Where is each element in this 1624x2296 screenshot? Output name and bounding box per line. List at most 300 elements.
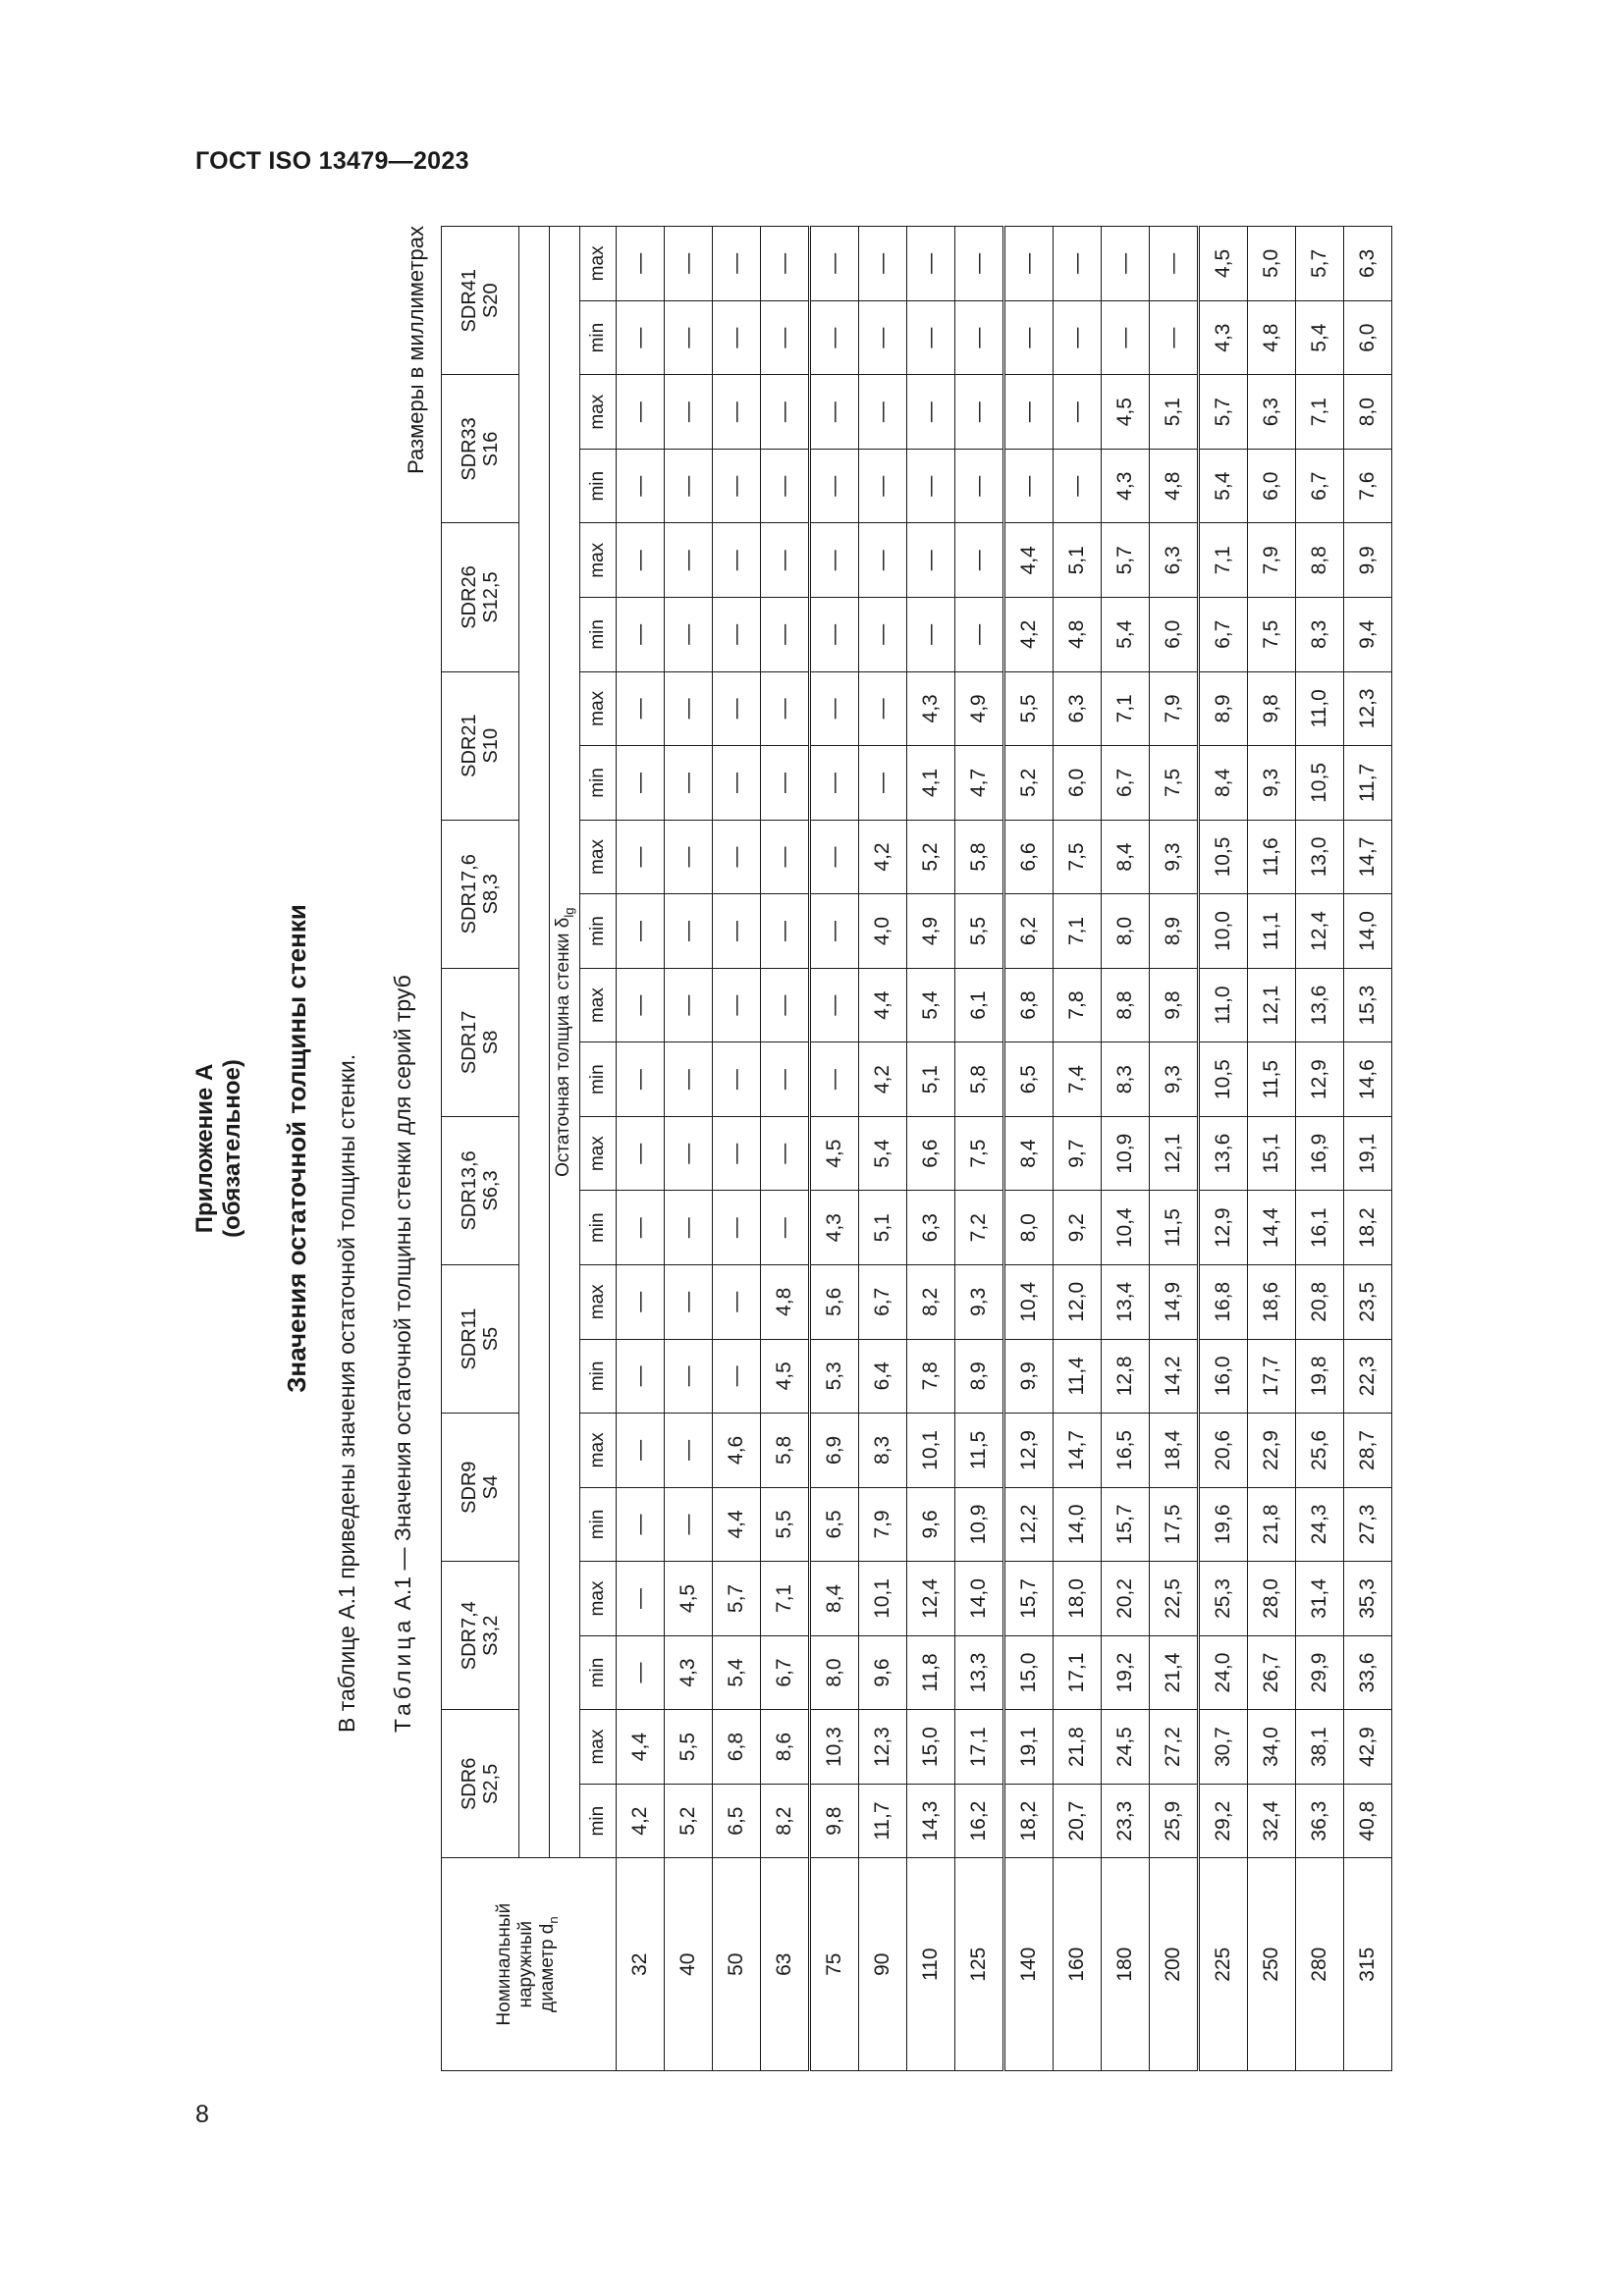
min-value-cell: 12,2 xyxy=(1004,1487,1054,1562)
min-value-cell: 5,4 xyxy=(1199,449,1248,523)
min-value-cell: 7,4 xyxy=(1054,1042,1102,1117)
min-value-cell: 4,2 xyxy=(859,1042,907,1117)
series-s: S2,5 xyxy=(480,1763,502,1804)
diameter-cell: 280 xyxy=(1296,1858,1344,2071)
min-value-cell: 4,1 xyxy=(907,746,955,821)
max-value-cell: 5,1 xyxy=(1150,375,1199,450)
min-value-cell: 12,8 xyxy=(1102,1339,1150,1414)
min-value-cell: 4,5 xyxy=(761,1339,810,1414)
min-value-cell: 6,0 xyxy=(1344,300,1392,375)
diameter-cell: 50 xyxy=(713,1858,761,2071)
table-caption-text: А.1 — Значения остаточной толщины стенки для серий труб xyxy=(390,975,415,1611)
min-value-cell: — xyxy=(665,1339,713,1414)
series-header xyxy=(442,820,519,968)
min-value-cell: — xyxy=(617,746,665,821)
min-header: min xyxy=(580,894,617,969)
min-value-cell: 4,3 xyxy=(810,1191,859,1265)
max-value-cell: 6,6 xyxy=(1004,820,1054,894)
max-value-cell: 6,3 xyxy=(1344,227,1392,301)
min-value-cell: 4,3 xyxy=(1199,300,1248,375)
min-header: min xyxy=(580,598,617,672)
max-value-cell: — xyxy=(665,968,713,1042)
max-value-cell: 30,7 xyxy=(1199,1710,1248,1785)
max-value-cell: 25,6 xyxy=(1296,1414,1344,1488)
series-header xyxy=(442,671,519,820)
max-value-cell: 17,1 xyxy=(955,1710,1004,1785)
min-header: min xyxy=(580,1487,617,1562)
diameter-cell: 200 xyxy=(1150,1858,1199,2071)
max-value-cell: 5,7 xyxy=(1199,375,1248,450)
max-value-cell: 5,7 xyxy=(1296,227,1344,301)
min-value-cell: 8,3 xyxy=(1102,1042,1150,1117)
min-value-cell: 8,4 xyxy=(1199,746,1248,821)
min-value-cell: — xyxy=(761,746,810,821)
diameter-cell: 140 xyxy=(1004,1858,1054,2071)
min-value-cell: 14,0 xyxy=(1054,1487,1102,1562)
diameter-cell: 75 xyxy=(810,1858,859,2071)
min-value-cell: — xyxy=(617,894,665,969)
max-value-cell: 9,7 xyxy=(1054,1116,1102,1191)
min-header: min xyxy=(580,1042,617,1117)
min-value-cell: — xyxy=(810,1042,859,1117)
min-value-cell: — xyxy=(761,894,810,969)
table-row xyxy=(617,227,665,2071)
max-value-cell: 22,5 xyxy=(1150,1562,1199,1636)
min-value-cell: — xyxy=(1102,300,1150,375)
max-value-cell: 23,5 xyxy=(1344,1265,1392,1340)
max-value-cell: 14,0 xyxy=(955,1562,1004,1636)
min-value-cell: 6,7 xyxy=(761,1635,810,1710)
max-value-cell: 22,9 xyxy=(1248,1414,1296,1488)
table-row xyxy=(1344,227,1392,2071)
max-value-cell: 9,9 xyxy=(1344,523,1392,598)
max-value-cell: 8,6 xyxy=(761,1710,810,1785)
series-sdr: SDR17,6 xyxy=(459,854,480,934)
max-value-cell: 28,7 xyxy=(1344,1414,1392,1488)
table-row xyxy=(1054,227,1102,2071)
max-value-cell: 31,4 xyxy=(1296,1562,1344,1636)
max-header: max xyxy=(580,1116,617,1191)
min-value-cell: — xyxy=(1004,300,1054,375)
series-s: S8 xyxy=(480,1030,502,1055)
min-value-cell: — xyxy=(761,598,810,672)
min-value-cell: — xyxy=(810,746,859,821)
max-header: max xyxy=(580,820,617,894)
min-value-cell: 19,2 xyxy=(1102,1635,1150,1710)
min-header: min xyxy=(580,746,617,821)
max-value-cell: 38,1 xyxy=(1296,1710,1344,1785)
diameter-cell: 250 xyxy=(1248,1858,1296,2071)
min-value-cell: 5,4 xyxy=(713,1635,761,1710)
min-value-cell: — xyxy=(1004,449,1054,523)
max-value-cell: — xyxy=(665,671,713,746)
series-s: S20 xyxy=(480,283,502,318)
max-value-cell: 19,1 xyxy=(1344,1116,1392,1191)
max-value-cell: 13,0 xyxy=(1296,820,1344,894)
min-value-cell: 18,2 xyxy=(1344,1191,1392,1265)
header-row-blank xyxy=(519,227,550,2071)
table-row xyxy=(955,227,1004,2071)
max-value-cell: — xyxy=(713,523,761,598)
min-value-cell: 15,0 xyxy=(1004,1635,1054,1710)
max-header: max xyxy=(580,1562,617,1636)
series-sdr: SDR6 xyxy=(459,1757,480,1811)
max-value-cell: 8,4 xyxy=(810,1562,859,1636)
min-value-cell: 6,5 xyxy=(810,1487,859,1562)
rotated-content xyxy=(191,226,1429,2071)
min-value-cell: 26,7 xyxy=(1248,1635,1296,1710)
min-header: min xyxy=(580,1784,617,1858)
max-value-cell: 18,0 xyxy=(1054,1562,1102,1636)
min-value-cell: — xyxy=(665,1487,713,1562)
min-value-cell: — xyxy=(665,894,713,969)
min-value-cell: 6,0 xyxy=(1054,746,1102,821)
max-value-cell: 12,9 xyxy=(1004,1414,1054,1488)
max-value-cell: — xyxy=(761,820,810,894)
max-value-cell: 12,1 xyxy=(1248,968,1296,1042)
series-sdr: SDR26 xyxy=(459,565,480,629)
min-value-cell: 9,2 xyxy=(1054,1191,1102,1265)
series-header xyxy=(442,1562,519,1710)
diameter-cell: 160 xyxy=(1054,1858,1102,2071)
min-value-cell: 29,2 xyxy=(1199,1784,1248,1858)
max-value-cell: 4,8 xyxy=(761,1265,810,1340)
min-value-cell: 25,9 xyxy=(1150,1784,1199,1858)
min-value-cell: — xyxy=(617,1635,665,1710)
header-row-minmax xyxy=(580,227,617,2071)
max-value-cell: 13,6 xyxy=(1296,968,1344,1042)
max-value-cell: 4,2 xyxy=(859,820,907,894)
min-value-cell: 11,1 xyxy=(1248,894,1296,969)
min-value-cell: 14,3 xyxy=(907,1784,955,1858)
appendix-title: Приложение А xyxy=(191,1063,218,1234)
min-value-cell: 13,3 xyxy=(955,1635,1004,1710)
max-value-cell: — xyxy=(907,375,955,450)
min-value-cell: — xyxy=(713,1339,761,1414)
min-header: min xyxy=(580,300,617,375)
max-value-cell: 15,7 xyxy=(1004,1562,1054,1636)
min-value-cell: 4,7 xyxy=(955,746,1004,821)
max-value-cell: 42,9 xyxy=(1344,1710,1392,1785)
max-value-cell: 4,5 xyxy=(1199,227,1248,301)
min-value-cell: 5,4 xyxy=(1102,598,1150,672)
min-value-cell: — xyxy=(761,300,810,375)
min-value-cell: 6,5 xyxy=(1004,1042,1054,1117)
max-value-cell: — xyxy=(1004,227,1054,301)
max-value-cell: 10,9 xyxy=(1102,1116,1150,1191)
min-value-cell: 19,8 xyxy=(1296,1339,1344,1414)
max-value-cell: 20,2 xyxy=(1102,1562,1150,1636)
max-value-cell: 34,0 xyxy=(1248,1710,1296,1785)
max-value-cell: — xyxy=(810,820,859,894)
min-value-cell: — xyxy=(617,449,665,523)
diameter-header xyxy=(442,1858,617,2071)
max-value-cell: 35,3 xyxy=(1344,1562,1392,1636)
max-value-cell: — xyxy=(713,227,761,301)
max-value-cell: — xyxy=(761,671,810,746)
min-value-cell: — xyxy=(810,300,859,375)
max-value-cell: — xyxy=(665,227,713,301)
min-value-cell: 10,5 xyxy=(1199,1042,1248,1117)
series-s: S3,2 xyxy=(480,1615,502,1656)
min-value-cell: — xyxy=(617,1339,665,1414)
min-value-cell: 36,3 xyxy=(1296,1784,1344,1858)
min-value-cell: 5,5 xyxy=(761,1487,810,1562)
min-value-cell: 14,2 xyxy=(1150,1339,1199,1414)
min-value-cell: 4,2 xyxy=(617,1784,665,1858)
min-value-cell: 7,5 xyxy=(1248,598,1296,672)
min-value-cell: 11,5 xyxy=(1248,1042,1296,1117)
residual-thickness-table xyxy=(441,226,1392,2071)
appendix-type: (обязательное) xyxy=(219,1059,245,1238)
max-value-cell: — xyxy=(859,671,907,746)
max-value-cell: 4,4 xyxy=(1004,523,1054,598)
max-value-cell: 14,9 xyxy=(1150,1265,1199,1340)
max-value-cell: 15,1 xyxy=(1248,1116,1296,1191)
min-value-cell: 12,9 xyxy=(1296,1042,1344,1117)
diameter-cell: 40 xyxy=(665,1858,713,2071)
min-value-cell: 6,0 xyxy=(1248,449,1296,523)
max-value-cell: 25,3 xyxy=(1199,1562,1248,1636)
max-value-cell: — xyxy=(617,1414,665,1488)
max-value-cell: — xyxy=(665,1414,713,1488)
max-value-cell: 5,4 xyxy=(859,1116,907,1191)
min-value-cell: 5,8 xyxy=(955,1042,1004,1117)
max-value-cell: 4,4 xyxy=(617,1710,665,1785)
min-value-cell: 18,2 xyxy=(1004,1784,1054,1858)
table-row xyxy=(907,227,955,2071)
max-value-cell: 7,5 xyxy=(1054,820,1102,894)
residual-thickness-header: Остаточная толщина стенки $\delta_{lg}$ xyxy=(550,227,580,1858)
max-value-cell: 7,1 xyxy=(1296,375,1344,450)
max-header: max xyxy=(580,1265,617,1340)
max-value-cell: 11,5 xyxy=(955,1414,1004,1488)
max-value-cell: 12,1 xyxy=(1150,1116,1199,1191)
appendix-heading xyxy=(191,226,246,2071)
min-value-cell: — xyxy=(713,1042,761,1117)
diameter-cell: 225 xyxy=(1199,1858,1248,2071)
table-row xyxy=(1102,227,1150,2071)
min-header: min xyxy=(580,1191,617,1265)
max-value-cell: — xyxy=(665,523,713,598)
min-value-cell: — xyxy=(859,598,907,672)
min-value-cell: — xyxy=(810,894,859,969)
min-value-cell: — xyxy=(1054,449,1102,523)
series-header xyxy=(442,1414,519,1562)
max-value-cell: 11,0 xyxy=(1296,671,1344,746)
min-value-cell: 8,0 xyxy=(1102,894,1150,969)
max-value-cell: — xyxy=(955,375,1004,450)
min-value-cell: — xyxy=(907,598,955,672)
max-value-cell: 7,9 xyxy=(1248,523,1296,598)
table-row xyxy=(1004,227,1054,2071)
series-s: S8,3 xyxy=(480,874,502,915)
series-sdr: SDR21 xyxy=(459,714,480,777)
min-value-cell: 14,6 xyxy=(1344,1042,1392,1117)
table-row xyxy=(1248,227,1296,2071)
series-sdr: SDR11 xyxy=(459,1308,480,1370)
max-value-cell: — xyxy=(955,523,1004,598)
min-value-cell: 7,8 xyxy=(907,1339,955,1414)
series-sdr: SDR41 xyxy=(459,268,480,333)
max-value-cell: — xyxy=(617,375,665,450)
max-header: max xyxy=(580,1710,617,1785)
max-value-cell: 7,8 xyxy=(1054,968,1102,1042)
min-header: min xyxy=(580,449,617,523)
max-value-cell: 6,3 xyxy=(1150,523,1199,598)
max-value-cell: — xyxy=(617,671,665,746)
min-value-cell: — xyxy=(617,1042,665,1117)
max-value-cell: — xyxy=(617,820,665,894)
min-value-cell: 8,2 xyxy=(761,1784,810,1858)
series-header xyxy=(442,1710,519,1858)
min-value-cell: 14,0 xyxy=(1344,894,1392,969)
page-number: 8 xyxy=(195,2101,209,2128)
max-value-cell: — xyxy=(617,1116,665,1191)
max-value-cell: — xyxy=(713,1265,761,1340)
max-value-cell: — xyxy=(859,227,907,301)
diameter-header-line: наружный xyxy=(514,1920,536,2008)
min-value-cell: 7,6 xyxy=(1344,449,1392,523)
max-value-cell: 21,8 xyxy=(1054,1710,1102,1785)
max-header: max xyxy=(580,1414,617,1488)
max-value-cell: — xyxy=(1054,227,1102,301)
min-value-cell: — xyxy=(1054,300,1102,375)
max-value-cell: — xyxy=(810,968,859,1042)
diameter-header-subscript: n xyxy=(545,1916,561,1924)
max-value-cell: — xyxy=(1150,227,1199,301)
max-header: max xyxy=(580,671,617,746)
min-value-cell: — xyxy=(665,1042,713,1117)
max-value-cell: 13,4 xyxy=(1102,1265,1150,1340)
min-value-cell: 11,4 xyxy=(1054,1339,1102,1414)
min-value-cell: 9,6 xyxy=(907,1487,955,1562)
max-value-cell: 18,4 xyxy=(1150,1414,1199,1488)
min-value-cell: — xyxy=(665,300,713,375)
max-value-cell: 4,3 xyxy=(907,671,955,746)
max-value-cell: 27,2 xyxy=(1150,1710,1199,1785)
min-value-cell: 10,9 xyxy=(955,1487,1004,1562)
max-value-cell: 7,9 xyxy=(1150,671,1199,746)
max-value-cell: — xyxy=(713,1116,761,1191)
max-value-cell: — xyxy=(1004,375,1054,450)
max-value-cell: — xyxy=(761,968,810,1042)
max-value-cell: 16,9 xyxy=(1296,1116,1344,1191)
min-value-cell: — xyxy=(713,1191,761,1265)
min-value-cell: 9,3 xyxy=(1248,746,1296,821)
min-value-cell: 4,4 xyxy=(713,1487,761,1562)
max-value-cell: 12,3 xyxy=(859,1710,907,1785)
max-value-cell: 5,8 xyxy=(761,1414,810,1488)
min-value-cell: — xyxy=(713,746,761,821)
max-value-cell: — xyxy=(713,968,761,1042)
max-value-cell: 7,1 xyxy=(1102,671,1150,746)
series-sdr: SDR17 xyxy=(459,1010,480,1075)
max-value-cell: — xyxy=(617,1265,665,1340)
max-value-cell: 7,1 xyxy=(1199,523,1248,598)
max-value-cell: — xyxy=(761,227,810,301)
min-value-cell: 9,8 xyxy=(810,1784,859,1858)
min-value-cell: 6,4 xyxy=(859,1339,907,1414)
min-value-cell: 9,9 xyxy=(1004,1339,1054,1414)
diameter-header-line: Номинальный xyxy=(493,1902,514,2026)
max-value-cell: 6,8 xyxy=(713,1710,761,1785)
min-value-cell: 4,8 xyxy=(1248,300,1296,375)
min-value-cell: 11,8 xyxy=(907,1635,955,1710)
series-sdr: SDR7,4 xyxy=(459,1601,480,1671)
diameter-cell: 32 xyxy=(617,1858,665,2071)
diameter-cell: 315 xyxy=(1344,1858,1392,2071)
min-value-cell: 6,0 xyxy=(1150,598,1199,672)
min-value-cell: — xyxy=(907,449,955,523)
max-value-cell: — xyxy=(665,375,713,450)
max-value-cell: 8,9 xyxy=(1199,671,1248,746)
series-s: S6,3 xyxy=(480,1170,502,1211)
max-value-cell: 15,3 xyxy=(1344,968,1392,1042)
series-sdr: SDR33 xyxy=(459,417,480,481)
max-value-cell: — xyxy=(713,671,761,746)
max-value-cell: 5,7 xyxy=(1102,523,1150,598)
max-value-cell: 5,7 xyxy=(713,1562,761,1636)
min-value-cell: 4,2 xyxy=(1004,598,1054,672)
min-value-cell: 11,7 xyxy=(859,1784,907,1858)
max-value-cell: 16,8 xyxy=(1199,1265,1248,1340)
max-value-cell: 10,1 xyxy=(859,1562,907,1636)
series-s: S12,5 xyxy=(480,571,502,623)
min-value-cell: — xyxy=(665,1191,713,1265)
min-value-cell: 16,1 xyxy=(1296,1191,1344,1265)
max-value-cell: — xyxy=(859,523,907,598)
max-value-cell: — xyxy=(761,523,810,598)
min-value-cell: 6,5 xyxy=(713,1784,761,1858)
max-value-cell: — xyxy=(1054,375,1102,450)
min-value-cell: 6,7 xyxy=(1102,746,1150,821)
min-value-cell: 10,5 xyxy=(1296,746,1344,821)
series-header xyxy=(442,1265,519,1414)
table-row xyxy=(713,227,761,2071)
min-value-cell: — xyxy=(955,449,1004,523)
max-value-cell: 16,5 xyxy=(1102,1414,1150,1488)
min-value-cell: 5,1 xyxy=(859,1191,907,1265)
min-value-cell: 7,1 xyxy=(1054,894,1102,969)
min-value-cell: 14,4 xyxy=(1248,1191,1296,1265)
max-value-cell: 7,1 xyxy=(761,1562,810,1636)
max-value-cell: — xyxy=(907,227,955,301)
min-value-cell: — xyxy=(761,1042,810,1117)
min-value-cell: 24,0 xyxy=(1199,1635,1248,1710)
max-value-cell: 9,8 xyxy=(1150,968,1199,1042)
min-value-cell: 15,7 xyxy=(1102,1487,1150,1562)
series-header xyxy=(442,375,519,523)
min-value-cell: 12,4 xyxy=(1296,894,1344,969)
min-value-cell: 5,2 xyxy=(665,1784,713,1858)
min-value-cell: — xyxy=(665,746,713,821)
min-value-cell: — xyxy=(617,300,665,375)
min-value-cell: 5,3 xyxy=(810,1339,859,1414)
residual-thickness-subscript: lg xyxy=(561,907,576,918)
max-value-cell: 8,3 xyxy=(859,1414,907,1488)
series-header xyxy=(442,523,519,671)
min-value-cell: 9,4 xyxy=(1344,598,1392,672)
min-value-cell: 8,9 xyxy=(1150,894,1199,969)
max-value-cell: 6,3 xyxy=(1054,671,1102,746)
max-value-cell: — xyxy=(617,523,665,598)
min-value-cell: — xyxy=(761,449,810,523)
max-value-cell: 5,1 xyxy=(1054,523,1102,598)
max-value-cell: 8,4 xyxy=(1004,1116,1054,1191)
min-value-cell: — xyxy=(665,449,713,523)
max-value-cell: — xyxy=(617,968,665,1042)
